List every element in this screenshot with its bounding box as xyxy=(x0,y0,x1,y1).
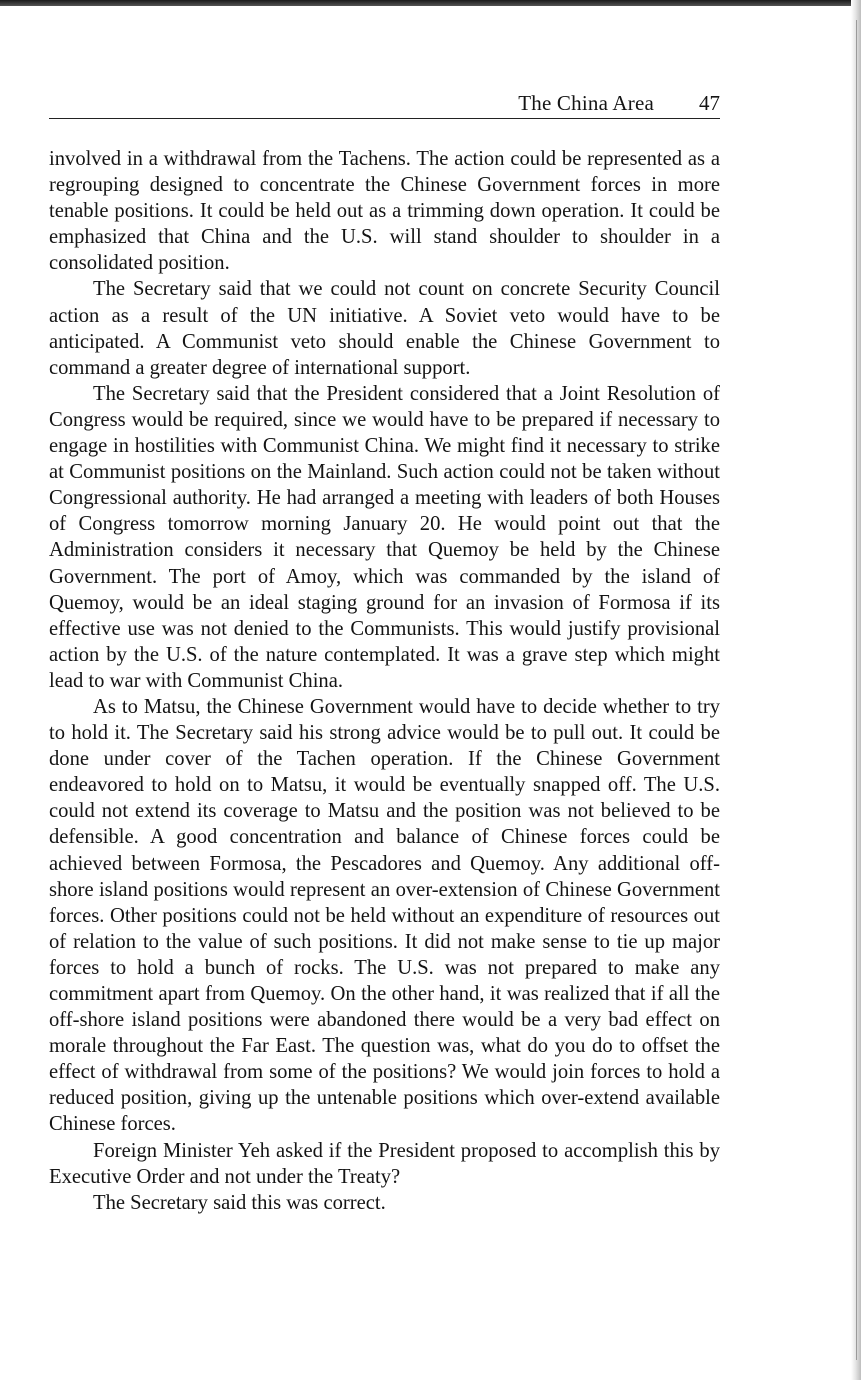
document-body xyxy=(49,146,720,1216)
paragraph-security-council: The Secretary said that we could not count on concrete Security Council action as a result of the UN initiative. A Soviet veto would have to be anticipated. A Communist veto should enable the Chinese Government to command a greater degree of international support. xyxy=(49,278,720,379)
page-right-edge xyxy=(851,0,861,1380)
page-binding-line xyxy=(856,20,857,1360)
paragraph-matsu: As to Matsu, the Chinese Government would have to decide whether to try to hold it. The Secretary said his strong advice would be to pull out. It could be done under cover of the Tachen operation. If the Chinese Government endeavored to hold on to Matsu, it would be eventually snapped off. The U.S. could not extend its coverage to Matsu and the position was not believed to be defensible. A good concentration and balance of Chinese forces could be achieved between Formosa, the Pescadores and Quemoy. Any additional offshore island positions would represent an over-extension of Chinese Government forces. Other positions could not be held without an expenditure of resources out of relation to the value of such positions. It did not make sense to tie up major forces to hold a bunch of rocks. The U.S. was not prepared to make any commitment apart from Quemoy. On the other hand, it was realized that if all the off-shore island positions were abandoned there would be a very bad effect on morale throughout the Far East. The question was, what do you do to offset the effect of withdrawal from some of the positions? We would join forces to hold a reduced position, giving up the untenable positions which over-extend available Chinese forces. xyxy=(49,695,720,1136)
paragraph-secretary-answer: The Secretary said this was correct. xyxy=(93,1191,386,1214)
running-header xyxy=(49,88,720,119)
page-top-edge xyxy=(0,0,861,6)
paragraph-yeh-question: Foreign Minister Yeh asked if the President proposed to accomplish this by Executive Order and not under the Treaty? xyxy=(49,1139,720,1188)
paragraph-joint-resolution: The Secretary said that the President considered that a Joint Resolution of Congress would be required, since we would have to be prepared if necessary to engage in hostilities with Communist China. We might find it necessary to strike at Communist positions on the Mainland. Such action could not be taken without Congressional authority. He had arranged a meeting with leaders of both Houses of Congress tomorrow morning January 20. He would point out that the Administration considers it necessary that Quemoy be held by the Chinese Government. The port of Amoy, which was commanded by the island of Quemoy, would be an ideal staging ground for an invasion of Formosa if its effective use was not denied to the Communists. This would justify provisional action by the U.S. of the nature contemplated. It was a grave step which might lead to war with Communist China. xyxy=(49,382,720,692)
header-title: The China Area xyxy=(518,91,654,115)
page-number: 47 xyxy=(699,91,720,115)
paragraph-continuation: involved in a withdrawal from the Tachens. The action could be represented as a regrouping designed to concentrate the Chinese Government forces in more tenable positions. It could be held out as a trimming down operation. It could be emphasized that China and the U.S. will stand shoulder to shoulder in a consolidated position. xyxy=(49,148,720,275)
